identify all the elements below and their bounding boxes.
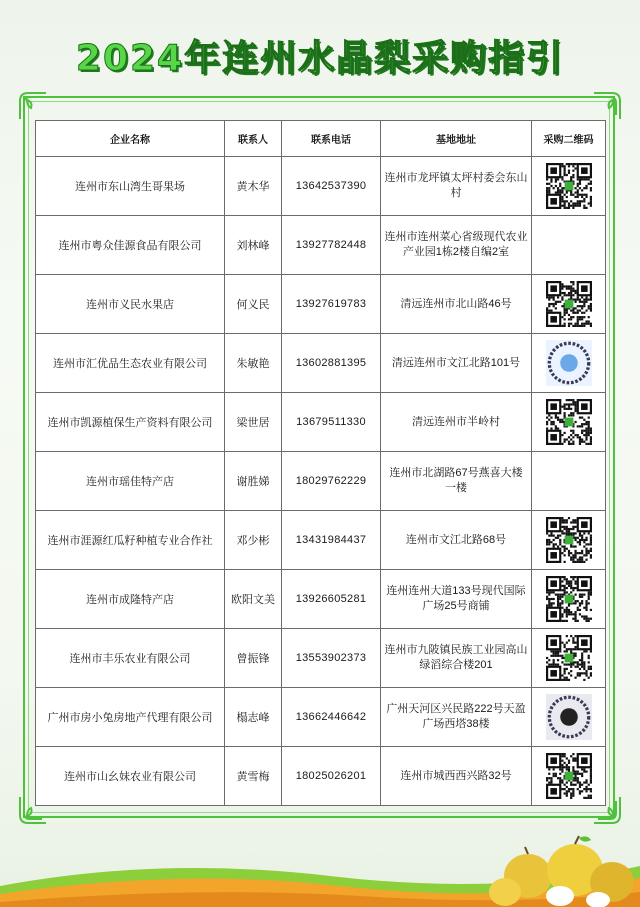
table-row: [36, 747, 606, 806]
qr-code-icon[interactable]: [546, 163, 592, 209]
qr-cell: [532, 629, 606, 688]
header-phone: 联系电话: [282, 121, 381, 157]
contact-cell: 何义民: [225, 275, 282, 334]
contact-cell: 邓少彬: [225, 511, 282, 570]
company-cell: 连州市凯源植保生产资料有限公司: [36, 393, 225, 452]
corner-ornament-icon: [18, 91, 48, 121]
company-cell: 连州市瑶佳特产店: [36, 452, 225, 511]
phone-cell: 13926605281: [282, 570, 381, 629]
table-row: [36, 275, 606, 334]
company-cell: 连州市山幺妹农业有限公司: [36, 747, 225, 806]
contact-cell: 曾振锋: [225, 629, 282, 688]
table-row: [36, 393, 606, 452]
address-cell: 连州市连州菜心省级现代农业产业园1栋2楼自编2室: [381, 216, 532, 275]
contact-cell: 刘林峰: [225, 216, 282, 275]
header-company: 企业名称: [36, 121, 225, 157]
table-row: [36, 511, 606, 570]
qr-code-icon[interactable]: [546, 399, 592, 445]
table-row: [36, 334, 606, 393]
company-cell: 连州市粤众佳源食品有限公司: [36, 216, 225, 275]
phone-cell: 13662446642: [282, 688, 381, 747]
phone-cell: 18029762229: [282, 452, 381, 511]
page-title: 2024年连州水晶梨采购指引: [75, 38, 565, 79]
table-row: [36, 157, 606, 216]
qr-cell: [532, 511, 606, 570]
contact-cell: 欧阳文美: [225, 570, 282, 629]
company-cell: 连州市成隆特产店: [36, 570, 225, 629]
contact-cell: 黄木华: [225, 157, 282, 216]
phone-cell: 13553902373: [282, 629, 381, 688]
table-row: [36, 570, 606, 629]
phone-cell: 13679511330: [282, 393, 381, 452]
qr-cell: [532, 393, 606, 452]
company-cell: 连州市东山湾生哥果场: [36, 157, 225, 216]
mini-program-code-icon[interactable]: [546, 340, 592, 386]
address-cell: 连州市城西西兴路32号: [381, 747, 532, 806]
header-contact: 联系人: [225, 121, 282, 157]
contact-cell: 榻志峰: [225, 688, 282, 747]
corner-ornament-icon: [592, 91, 622, 121]
table-row: [36, 452, 606, 511]
qr-code-icon[interactable]: [546, 576, 592, 622]
pear-fruit-icon: [489, 836, 634, 907]
qr-code-icon[interactable]: [546, 517, 592, 563]
table-row: [36, 216, 606, 275]
qr-cell: [532, 334, 606, 393]
address-cell: 连州连州大道133号现代国际广场25号商铺: [381, 570, 532, 629]
address-cell: 广州天河区兴民路222号天盈广场西塔38楼: [381, 688, 532, 747]
address-cell: 清远连州市半岭村: [381, 393, 532, 452]
qr-cell: [532, 747, 606, 806]
qr-cell: [532, 157, 606, 216]
company-cell: 连州市丰乐农业有限公司: [36, 629, 225, 688]
header-qr: 采购二维码: [532, 121, 606, 157]
phone-cell: 13602881395: [282, 334, 381, 393]
address-cell: 清远连州市文江北路101号: [381, 334, 532, 393]
table-row: [36, 688, 606, 747]
supplier-table: [35, 120, 606, 806]
qr-code-icon[interactable]: [546, 281, 592, 327]
table-header-row: [36, 121, 606, 157]
douyin-code-icon[interactable]: [546, 694, 592, 740]
phone-cell: 18025026201: [282, 747, 381, 806]
company-cell: 连州市汇优品生态农业有限公司: [36, 334, 225, 393]
qr-cell: [532, 570, 606, 629]
qr-cell: [532, 275, 606, 334]
qr-cell: [532, 452, 606, 511]
contact-cell: 梁世居: [225, 393, 282, 452]
address-cell: 连州市北湖路67号燕喜大楼一楼: [381, 452, 532, 511]
phone-cell: 13927619783: [282, 275, 381, 334]
qr-cell: [532, 688, 606, 747]
company-cell: 广州市房小兔房地产代理有限公司: [36, 688, 225, 747]
qr-code-icon[interactable]: [546, 635, 592, 681]
decorative-fruit-band: [0, 826, 640, 907]
company-cell: 连州市义民水果店: [36, 275, 225, 334]
phone-cell: 13431984437: [282, 511, 381, 570]
table-row: [36, 629, 606, 688]
address-cell: 连州市九陂镇民族工业园高山绿滔综合楼201: [381, 629, 532, 688]
qr-cell: [532, 216, 606, 275]
phone-cell: 13642537390: [282, 157, 381, 216]
phone-cell: 13927782448: [282, 216, 381, 275]
contact-cell: 谢胜娣: [225, 452, 282, 511]
address-cell: 连州市文江北路68号: [381, 511, 532, 570]
address-cell: 连州市龙坪镇太坪村委会东山村: [381, 157, 532, 216]
qr-code-icon[interactable]: [546, 753, 592, 799]
address-cell: 清远连州市北山路46号: [381, 275, 532, 334]
company-cell: 连州市涯源红瓜籽种植专业合作社: [36, 511, 225, 570]
header-address: 基地地址: [381, 121, 532, 157]
contact-cell: 黄雪梅: [225, 747, 282, 806]
contact-cell: 朱敏艳: [225, 334, 282, 393]
